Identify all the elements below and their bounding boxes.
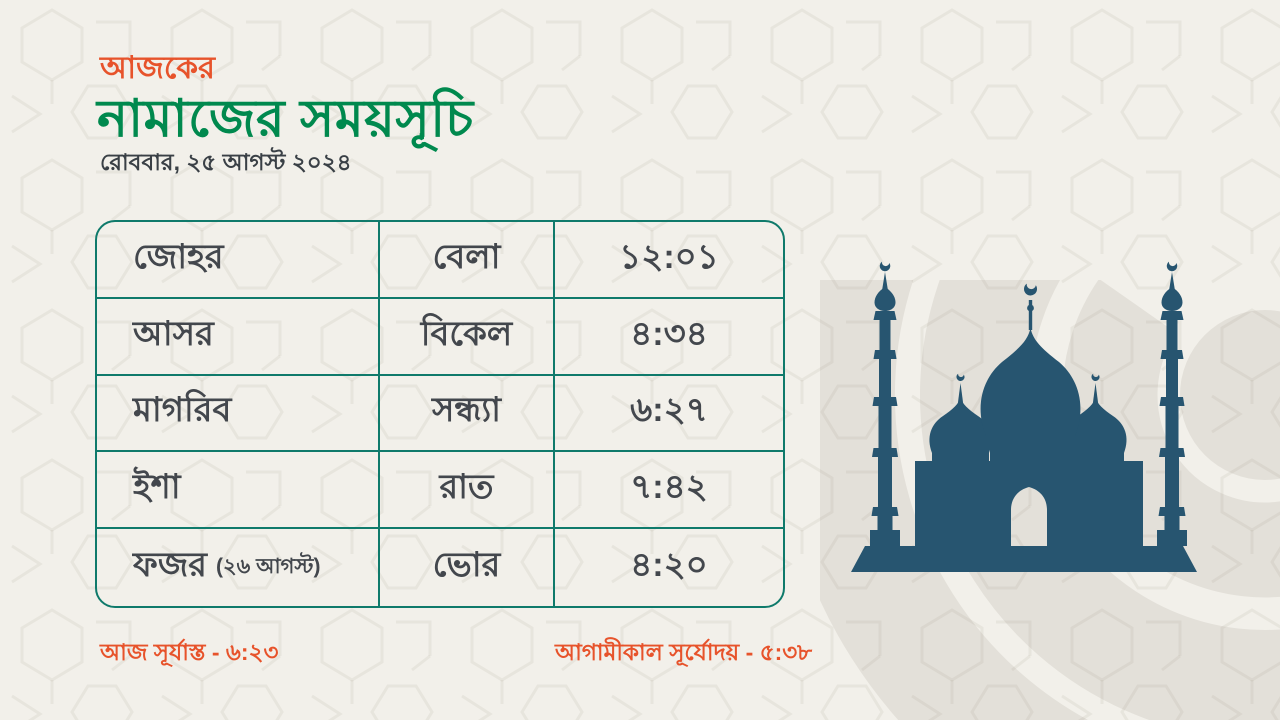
- time-cell: ৪:৩৪: [555, 299, 783, 376]
- sunset-note: আজ সূর্যাস্ত - ৬:২৩: [100, 639, 279, 665]
- mosque-silhouette-icon: [848, 256, 1200, 574]
- time-cell: ৭:৪২: [555, 452, 783, 529]
- time-cell: ৬:২৭: [555, 376, 783, 453]
- period-cell: সন্ধ্যা: [380, 376, 555, 453]
- sunrise-note: আগামীকাল সূর্যোদয় - ৫:৩৮: [555, 639, 813, 665]
- prayer-name-cell: আসর: [97, 299, 380, 376]
- time-cell: ৪:২০: [630, 546, 708, 585]
- page-title: নামাজের সময়সূচি: [97, 90, 474, 148]
- period-cell: রাত: [380, 452, 555, 529]
- prayer-date-note: (২৬ আগস্ট): [215, 555, 321, 579]
- period-cell: বিকেল: [380, 299, 555, 376]
- prayer-times-table: [95, 220, 785, 608]
- kicker-label: আজকের: [100, 50, 216, 85]
- prayer-name-cell: ফজর (২৬ আগস্ট): [97, 529, 380, 606]
- prayer-name-cell: জোহর: [97, 222, 380, 299]
- date-label: রোববার, ২৫ আগস্ট ২০২৪: [100, 149, 352, 175]
- prayer-name-cell: ইশা: [97, 452, 380, 529]
- period-cell: বেলা: [380, 222, 555, 299]
- period-cell: ভোর: [380, 529, 555, 606]
- time-cell: ১২:০১: [555, 222, 783, 299]
- prayer-name-cell: মাগরিব: [97, 376, 380, 453]
